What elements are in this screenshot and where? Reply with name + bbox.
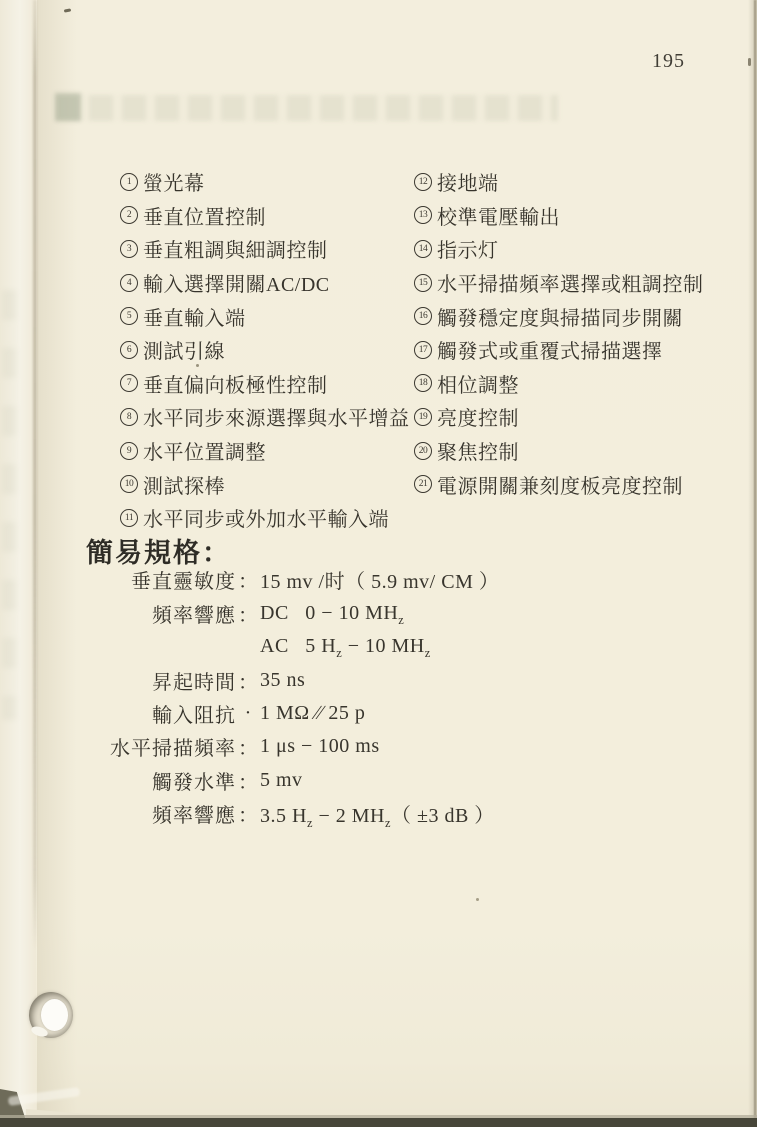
spec-value: AC 5 $H_z - 10$ $MH_z$	[260, 635, 431, 661]
item-number-badge: 11	[120, 509, 138, 527]
item-label: 電源開關兼刻度板亮度控制	[437, 475, 683, 498]
list-item	[120, 434, 410, 468]
page-right-edge-line	[754, 0, 756, 1127]
item-label: 測試引線	[143, 341, 225, 364]
item-number-badge: 14	[414, 240, 432, 258]
item-number-badge: 7	[120, 374, 138, 392]
item-label: 亮度控制	[437, 408, 519, 431]
spec-separator: ：	[238, 805, 258, 828]
spec-separator: ：	[238, 604, 258, 627]
spec-separator: ·	[244, 701, 252, 724]
spec-value: 5 mv	[260, 768, 303, 791]
spec-row	[88, 596, 499, 629]
spec-row	[88, 730, 499, 763]
spec-value: 1 MΩ ∕∕ 25 p	[260, 701, 366, 724]
item-number-badge: 15	[414, 274, 432, 292]
item-number-badge: 6	[120, 341, 138, 359]
ghost-margin-bleed	[2, 290, 16, 720]
item-number-badge: 9	[120, 442, 138, 460]
item-label: 垂直輸入端	[143, 307, 246, 330]
list-item	[414, 434, 704, 468]
ink-speck	[476, 898, 479, 901]
list-item	[120, 501, 410, 535]
spec-separator: ：	[238, 771, 258, 794]
spec-label: 觸發水準	[152, 771, 236, 794]
list-item	[414, 467, 704, 501]
spec-label: 頻率響應	[152, 604, 236, 627]
list-item	[414, 232, 704, 266]
list-item	[414, 367, 704, 401]
item-number-badge: 16	[414, 307, 432, 325]
ghost-text-lead	[55, 93, 81, 121]
list-item	[414, 266, 704, 300]
item-number-badge: 1	[120, 173, 138, 191]
list-item	[120, 266, 410, 300]
scan-edge-bottom	[0, 1118, 757, 1127]
spec-value: 3.5 $H_z - 2$ $MH_z( \pm 3$ dB ）	[260, 805, 495, 831]
spec-row	[88, 797, 499, 830]
list-item	[120, 232, 410, 266]
list-item	[120, 333, 410, 367]
item-label: 螢光幕	[143, 173, 205, 196]
spec-value: 15 mv /时（ 5.9 mv/ CM ）	[260, 571, 500, 594]
spec-separator: ：	[238, 738, 258, 761]
list-item	[414, 400, 704, 434]
list-item	[120, 400, 410, 434]
list-item	[414, 165, 704, 199]
item-label: 水平同步或外加水平輸入端	[143, 509, 389, 532]
item-number-badge: 21	[414, 475, 432, 493]
spec-label: 垂直靈敏度	[131, 571, 236, 594]
callout-list-right	[414, 165, 704, 501]
spec-value: 1 μs − 100 ms	[260, 735, 380, 758]
item-label: 輸入選擇開關AC/DC	[143, 274, 330, 297]
item-label: 水平掃描頻率選擇或粗調控制	[437, 274, 704, 297]
gutter-shadow	[37, 0, 77, 1127]
spec-label: 水平掃描頻率	[110, 738, 236, 761]
item-label: 觸發穩定度與掃描同步開關	[437, 307, 683, 330]
list-item	[120, 165, 410, 199]
list-item	[120, 367, 410, 401]
spec-label: 頻率響應	[152, 805, 236, 828]
item-label: 垂直偏向板極性控制	[143, 374, 328, 397]
item-label: 垂直位置控制	[143, 206, 266, 229]
item-number-badge: 13	[414, 206, 432, 224]
item-number-badge: 17	[414, 341, 432, 359]
item-number-badge: 20	[414, 442, 432, 460]
page-number: 195	[652, 50, 685, 72]
spec-value: DC 0 − 10 $MH_z$	[260, 601, 405, 627]
item-number-badge: 5	[120, 307, 138, 325]
callout-list-left	[120, 165, 410, 535]
spec-value: 35 ns	[260, 668, 306, 691]
list-item	[414, 199, 704, 233]
item-number-badge: 10	[120, 475, 138, 493]
spec-separator: ：	[238, 571, 258, 594]
item-number-badge: 12	[414, 173, 432, 191]
spec-row	[88, 663, 499, 696]
item-number-badge: 8	[120, 408, 138, 426]
item-number-badge: 18	[414, 374, 432, 392]
spec-separator: ：	[238, 671, 258, 694]
item-label: 垂直粗調與細調控制	[143, 240, 328, 263]
spec-label: 輸入阻抗	[152, 704, 236, 727]
list-item	[120, 199, 410, 233]
item-label: 指示灯	[437, 240, 499, 263]
specs-heading: 簡易規格：	[86, 538, 231, 568]
item-label: 水平位置調整	[143, 442, 266, 465]
specs-list	[88, 563, 499, 831]
item-label: 水平同步來源選擇與水平增益	[143, 408, 410, 431]
item-label: 測試探棒	[143, 475, 225, 498]
spec-label: 昇起時間	[152, 671, 236, 694]
list-item	[414, 299, 704, 333]
ghost-text-band	[56, 95, 558, 121]
item-number-badge: 3	[120, 240, 138, 258]
item-label: 觸發式或重覆式掃描選擇	[437, 341, 663, 364]
spec-row	[88, 563, 499, 596]
item-label: 聚焦控制	[437, 442, 519, 465]
item-label: 接地端	[437, 173, 499, 196]
item-number-badge: 2	[120, 206, 138, 224]
ink-speck	[748, 58, 751, 66]
item-label: 校準電壓輸出	[437, 206, 560, 229]
item-number-badge: 4	[120, 274, 138, 292]
item-number-badge: 19	[414, 408, 432, 426]
spec-row	[88, 764, 499, 797]
list-item	[414, 333, 704, 367]
spec-row	[88, 630, 499, 663]
binder-hole-inner	[41, 999, 68, 1031]
list-item	[120, 299, 410, 333]
item-label: 相位調整	[437, 374, 519, 397]
spec-row	[88, 697, 499, 730]
list-item	[120, 467, 410, 501]
